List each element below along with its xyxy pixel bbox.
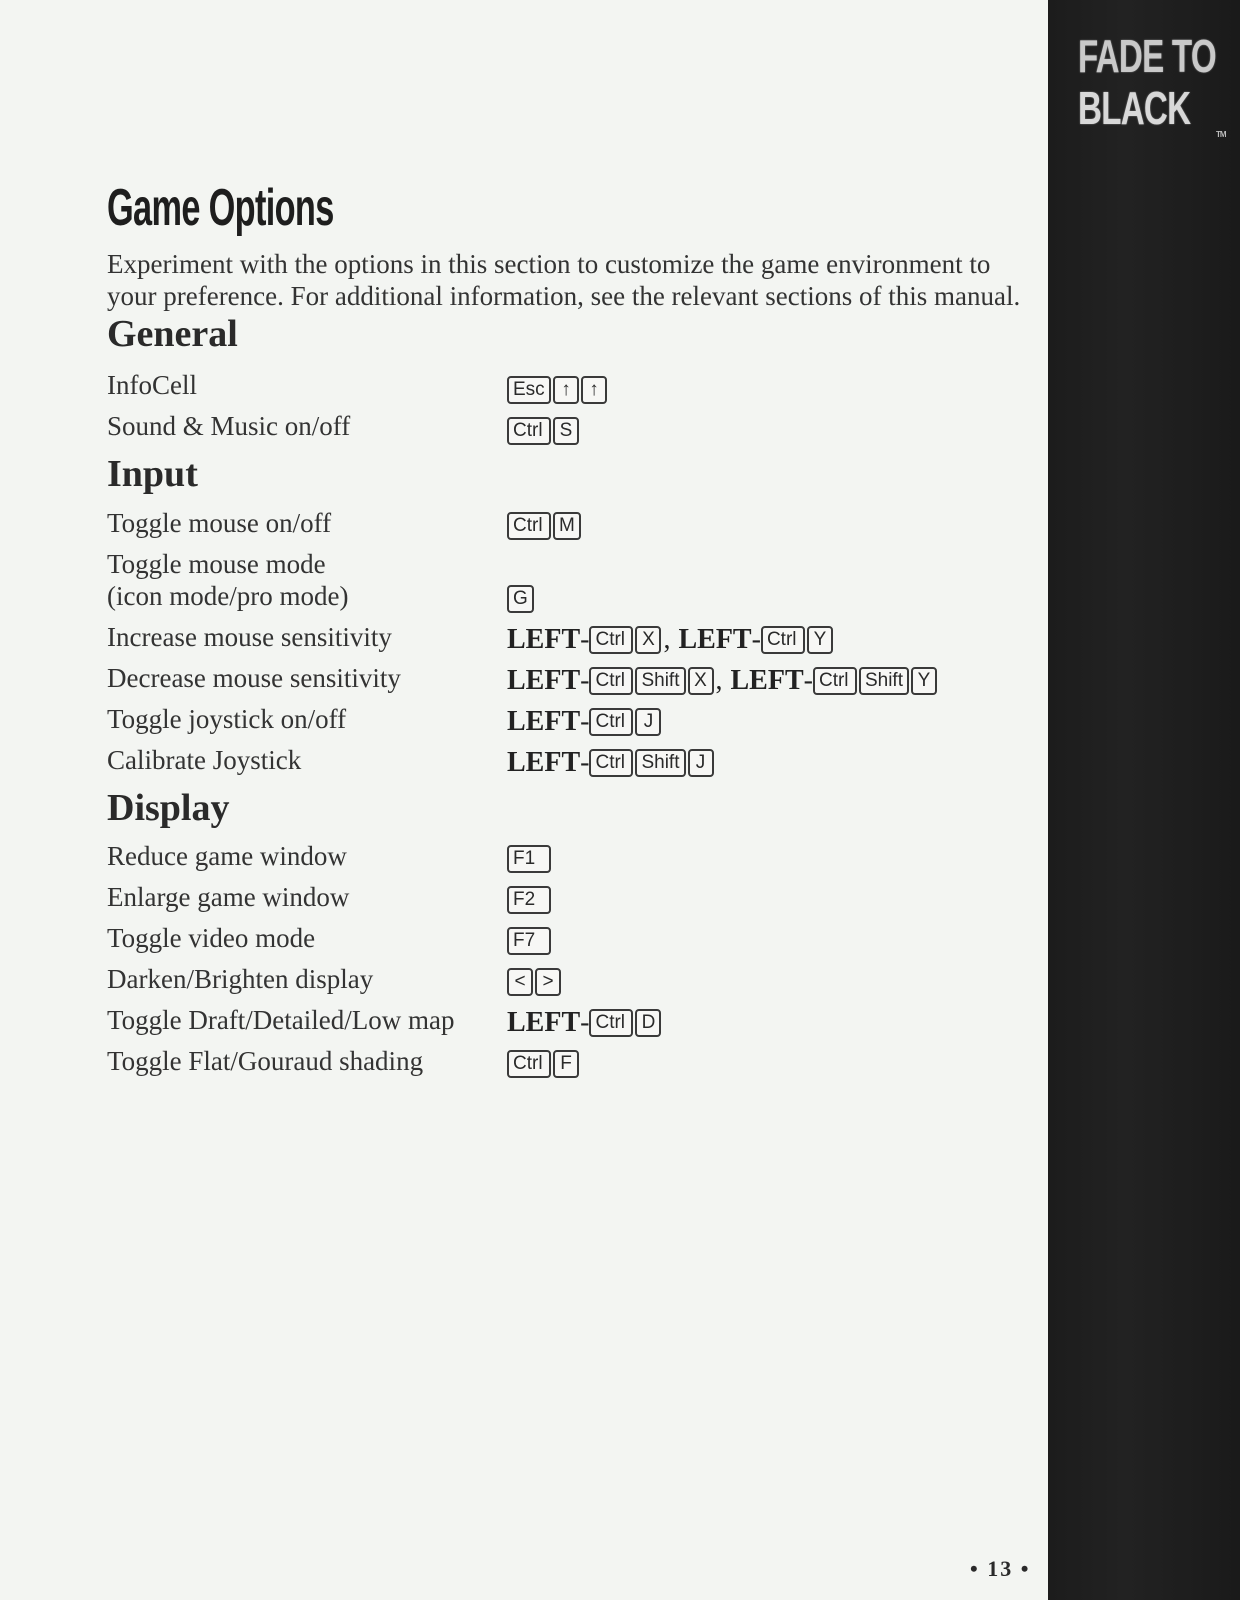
shortcut-calibrate-joystick bbox=[507, 746, 716, 780]
shortcut-decrease-sensitivity bbox=[507, 664, 939, 698]
shortcut-toggle-joystick bbox=[507, 705, 663, 739]
option-label-sound-music: Sound & Music on/off bbox=[107, 411, 351, 441]
key-ctrl: Ctrl bbox=[813, 667, 857, 695]
modifier-left: LEFT bbox=[507, 665, 581, 696]
hyphen: - bbox=[751, 624, 761, 655]
key-f: F bbox=[553, 1050, 579, 1078]
hyphen: - bbox=[580, 1007, 590, 1038]
key-shift: Shift bbox=[859, 667, 909, 695]
key-up-arrow: ↑ bbox=[553, 376, 579, 404]
logo-line-1: FADE TO bbox=[1078, 30, 1216, 82]
shortcut-sound-music bbox=[507, 414, 581, 448]
shortcut-mouse-mode bbox=[507, 582, 536, 616]
option-label-infocell: InfoCell bbox=[107, 370, 197, 400]
key-ctrl: Ctrl bbox=[761, 626, 805, 654]
key-esc: Esc bbox=[507, 376, 551, 404]
key-f7: F7 bbox=[507, 927, 551, 955]
section-heading-input: Input bbox=[107, 453, 198, 495]
key-ctrl: Ctrl bbox=[507, 417, 551, 445]
option-label-enlarge-window: Enlarge game window bbox=[107, 882, 350, 912]
key-ctrl: Ctrl bbox=[589, 749, 633, 777]
modifier-left: LEFT bbox=[507, 706, 581, 737]
key-shift: Shift bbox=[635, 667, 685, 695]
key-d: D bbox=[635, 1009, 661, 1037]
modifier-left: LEFT bbox=[507, 1007, 581, 1038]
key-f1: F1 bbox=[507, 845, 551, 873]
key-shift: Shift bbox=[635, 749, 685, 777]
shortcut-toggle-mouse bbox=[507, 509, 583, 543]
key-x: X bbox=[635, 626, 661, 654]
modifier-left: LEFT bbox=[507, 624, 581, 655]
option-label-calibrate-joystick: Calibrate Joystick bbox=[107, 745, 302, 775]
hyphen: - bbox=[580, 706, 590, 737]
intro-paragraph: Experiment with the options in this section to customize the game environment to your preference. For additional information, see the relevant sections of this manual. bbox=[107, 249, 1021, 311]
key-j: J bbox=[635, 708, 661, 736]
option-label-toggle-joystick: Toggle joystick on/off bbox=[107, 704, 347, 734]
shortcut-enlarge-window bbox=[507, 883, 553, 917]
shortcut-map-detail bbox=[507, 1006, 663, 1040]
key-ctrl: Ctrl bbox=[589, 626, 633, 654]
key-y: Y bbox=[911, 667, 937, 695]
page-title: Game Options bbox=[107, 179, 334, 237]
shortcut-reduce-window bbox=[507, 842, 553, 876]
shortcut-increase-sensitivity bbox=[507, 623, 835, 657]
option-label-shading: Toggle Flat/Gouraud shading bbox=[107, 1046, 424, 1076]
shortcut-darken-brighten bbox=[507, 965, 563, 999]
key-up-arrow: ↑ bbox=[581, 376, 607, 404]
option-label-mouse-mode-detail: (icon mode/pro mode) bbox=[107, 581, 349, 611]
shortcut-video-mode bbox=[507, 924, 553, 958]
key-s: S bbox=[553, 417, 579, 445]
section-heading-display: Display bbox=[107, 787, 230, 829]
hyphen: - bbox=[580, 747, 590, 778]
option-label-reduce-window: Reduce game window bbox=[107, 841, 347, 871]
logo-line-2: BLACK bbox=[1078, 82, 1191, 134]
key-x: X bbox=[688, 667, 714, 695]
option-label-toggle-mouse: Toggle mouse on/off bbox=[107, 508, 332, 538]
key-j: J bbox=[688, 749, 714, 777]
key-m: M bbox=[553, 512, 581, 540]
key-g: G bbox=[507, 585, 534, 613]
key-ctrl: Ctrl bbox=[507, 512, 551, 540]
key-less-than: < bbox=[507, 968, 533, 996]
hyphen: - bbox=[803, 665, 813, 696]
key-ctrl: Ctrl bbox=[589, 1009, 633, 1037]
key-ctrl: Ctrl bbox=[589, 708, 633, 736]
key-ctrl: Ctrl bbox=[589, 667, 633, 695]
modifier-left: LEFT bbox=[730, 665, 804, 696]
option-label-decrease-sensitivity: Decrease mouse sensitivity bbox=[107, 663, 401, 693]
option-label-map-detail: Toggle Draft/Detailed/Low map bbox=[107, 1005, 455, 1035]
modifier-left: LEFT bbox=[678, 624, 752, 655]
hyphen: - bbox=[580, 624, 590, 655]
hyphen: - bbox=[580, 665, 590, 696]
section-heading-general: General bbox=[107, 313, 238, 355]
shortcut-infocell bbox=[507, 373, 609, 407]
key-f2: F2 bbox=[507, 886, 551, 914]
option-label-darken-brighten: Darken/Brighten display bbox=[107, 964, 374, 994]
option-label-mouse-mode: Toggle mouse mode bbox=[107, 549, 326, 579]
key-greater-than: > bbox=[535, 968, 561, 996]
modifier-left: LEFT bbox=[507, 747, 581, 778]
game-logo bbox=[1078, 30, 1228, 150]
page-number: • 13 • bbox=[970, 1556, 1031, 1581]
separator-comma: , bbox=[715, 665, 723, 696]
dark-sidebar bbox=[1048, 0, 1240, 1600]
separator-comma: , bbox=[663, 624, 671, 655]
shortcut-shading bbox=[507, 1047, 581, 1081]
key-ctrl: Ctrl bbox=[507, 1050, 551, 1078]
option-label-video-mode: Toggle video mode bbox=[107, 923, 316, 953]
key-y: Y bbox=[807, 626, 833, 654]
trademark-mark: TM bbox=[1216, 130, 1226, 139]
option-label-increase-sensitivity: Increase mouse sensitivity bbox=[107, 622, 392, 652]
